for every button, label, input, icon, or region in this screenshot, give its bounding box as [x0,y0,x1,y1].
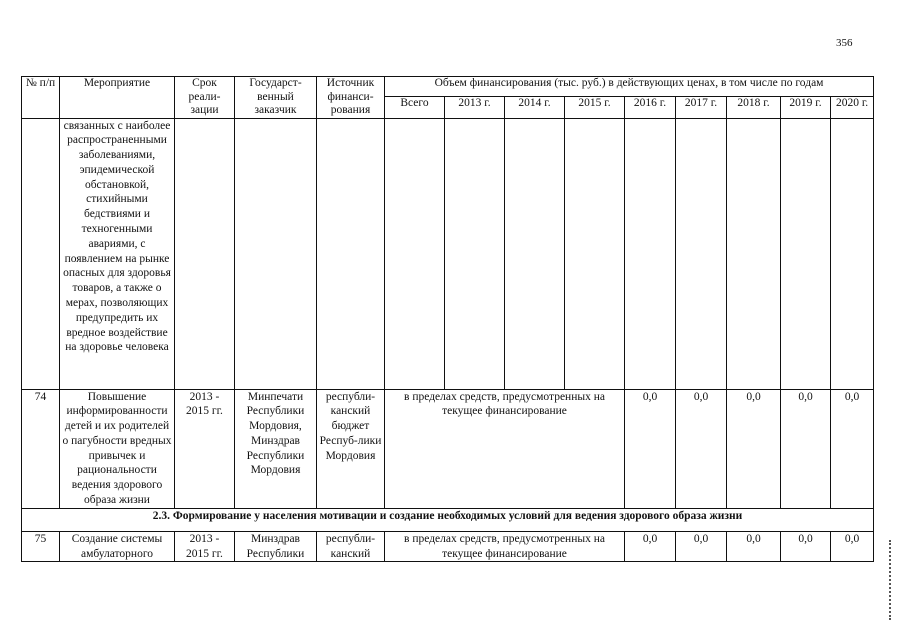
cell-total [385,118,445,389]
cell-2013 [445,118,505,389]
page-number: 356 [836,37,853,49]
table-row [22,531,874,562]
table-row-continuation [22,118,874,389]
cell-2020 [831,118,874,389]
cell-2018 [727,118,781,389]
header-year-2017: 2017 г. [676,96,727,118]
cell-source [317,118,385,389]
header-term: Срок реали-зации [175,77,235,119]
header-year-2018: 2018 г. [727,96,781,118]
table-header-row [22,77,874,97]
cell-2017 [676,118,727,389]
cell-customer: Минпечати Республики Мордовия, Минздрав Республики Мордовия [235,389,317,508]
cell-2015 [565,118,625,389]
cell-term: 2013 - 2015 гг. [175,531,235,562]
cell-2017: 0,0 [676,531,727,562]
cell-2017: 0,0 [676,389,727,508]
cell-measure: Повышение информированности детей и их родителей о пагубности вредных привычек и рациональности ведения здорового образа жизни [60,389,175,508]
cell-num: 74 [22,389,60,508]
table-row [22,389,874,508]
header-year-2015: 2015 г. [565,96,625,118]
header-financing: Объем финансирования (тыс. руб.) в действующих ценах, в том числе по годам [385,77,874,97]
cell-source: республи-канский [317,531,385,562]
cell-2019 [781,118,831,389]
header-measure: Мероприятие [60,77,175,119]
header-year-2019: 2019 г. [781,96,831,118]
cell-2019: 0,0 [781,389,831,508]
cell-num: 75 [22,531,60,562]
cell-customer: Минздрав Республики [235,531,317,562]
cell-2018: 0,0 [727,531,781,562]
cell-measure: связанных с наиболее распространенными заболеваниями, эпидемической обстановкой, стихийными бедствиями и техногенными авариями, с появлением на рынке опасных для здоровья товаров, а также о мерах, позволяющих предупредить их вредное воздействие на здоровье человека [60,118,175,389]
cell-2019: 0,0 [781,531,831,562]
scan-edge-mark [889,540,894,620]
cell-customer [235,118,317,389]
section-row [22,508,874,531]
cell-2016 [625,118,676,389]
cell-2018: 0,0 [727,389,781,508]
cell-num [22,118,60,389]
header-year-2020: 2020 г. [831,96,874,118]
cell-source: республи-канский бюджет Респуб-лики Мордовия [317,389,385,508]
header-customer: Государст-венный заказчик [235,77,317,119]
financing-table [21,76,874,562]
cell-term [175,118,235,389]
cell-term: 2013 - 2015 гг. [175,389,235,508]
header-year-2016: 2016 г. [625,96,676,118]
cell-financing-note: в пределах средств, предусмотренных на текущее финансирование [385,389,625,508]
header-num: № п/п [22,77,60,119]
cell-2016: 0,0 [625,531,676,562]
header-year-2014: 2014 г. [505,96,565,118]
header-total: Всего [385,96,445,118]
cell-2014 [505,118,565,389]
section-title: 2.3. Формирование у населения мотивации и создание необходимых условий для ведения здорового образа жизни [22,508,874,531]
cell-measure: Создание системы амбулаторного [60,531,175,562]
cell-2020: 0,0 [831,389,874,508]
header-year-2013: 2013 г. [445,96,505,118]
cell-2020: 0,0 [831,531,874,562]
header-source: Источник финанси-рования [317,77,385,119]
cell-2016: 0,0 [625,389,676,508]
cell-financing-note: в пределах средств, предусмотренных на текущее финансирование [385,531,625,562]
